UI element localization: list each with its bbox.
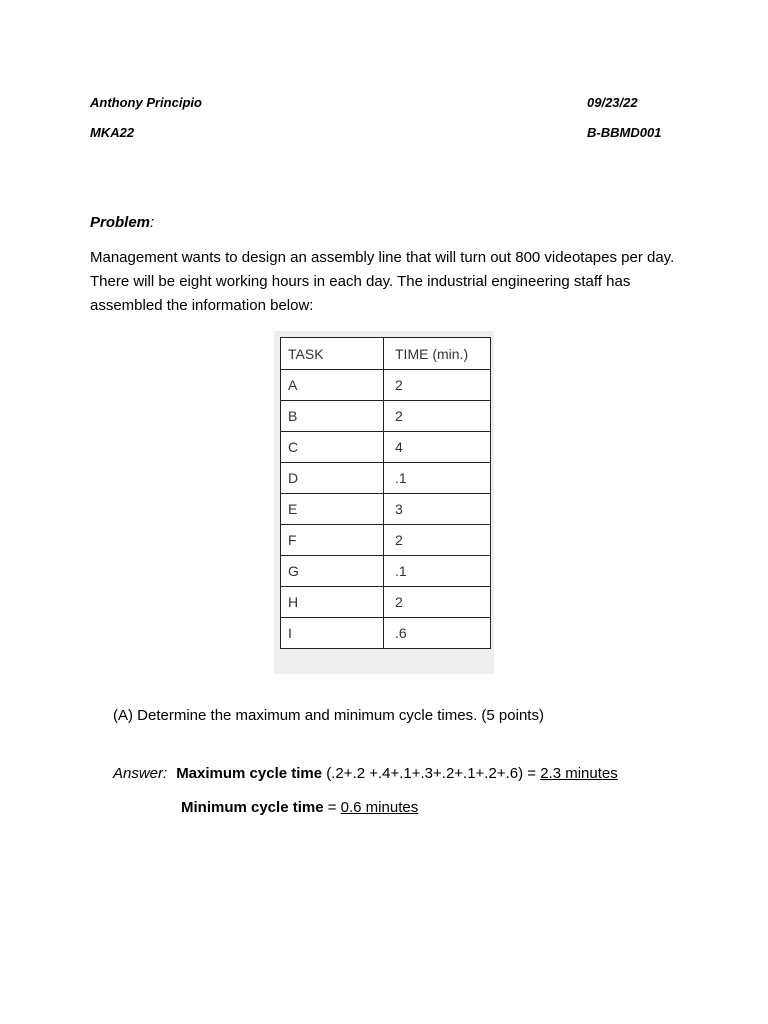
table-row [281, 463, 491, 494]
table-row [281, 618, 491, 649]
answer-label: Answer: [113, 765, 168, 782]
table-row [281, 494, 491, 525]
problem-heading-colon: : [150, 214, 155, 231]
problem-statement: Management wants to design an assembly line that will turn out 800 videotapes per day. There will be eight working hours in each day. The industrial engineering staff has assembled the information below: [90, 249, 675, 314]
task-cell: D [281, 463, 384, 494]
task-cell: G [281, 556, 384, 587]
section-code: B-BBMD001 [587, 125, 662, 140]
max-cycle-calculation: (.2+.2 +.4+.1+.3+.2+.1+.2+.6) = [322, 765, 541, 782]
author-name: Anthony Principio [90, 95, 202, 110]
document-date: 09/23/22 [587, 95, 638, 110]
table-row [281, 401, 491, 432]
answer-max-line [113, 765, 618, 782]
task-cell: C [281, 432, 384, 463]
problem-heading-text: Problem [90, 214, 151, 231]
min-cycle-label: Minimum cycle time [181, 799, 324, 816]
answer-min-line [181, 799, 418, 816]
column-header-task: TASK [281, 338, 384, 370]
time-cell: .1 [384, 463, 491, 494]
course-code: MKA22 [90, 125, 135, 140]
table-row [281, 432, 491, 463]
task-cell: I [281, 618, 384, 649]
time-cell: 3 [384, 494, 491, 525]
task-cell: A [281, 370, 384, 401]
column-header-time: TIME (min.) [384, 338, 491, 370]
min-cycle-equals: = [323, 799, 341, 816]
problem-heading [90, 214, 154, 231]
max-cycle-result: 2.3 minutes [540, 765, 618, 782]
time-cell: 2 [384, 525, 491, 556]
table-header-row [281, 338, 491, 370]
min-cycle-result: 0.6 minutes [340, 799, 419, 816]
task-time-table-image [274, 331, 494, 674]
max-cycle-label: Maximum cycle time [176, 765, 323, 782]
time-cell: 4 [384, 432, 491, 463]
task-cell: H [281, 587, 384, 618]
time-cell: 2 [384, 587, 491, 618]
time-cell: .1 [384, 556, 491, 587]
table-row [281, 556, 491, 587]
task-cell: F [281, 525, 384, 556]
task-time-table [280, 337, 491, 649]
question-a: (A) Determine the maximum and minimum cycle times. (5 points) [113, 707, 544, 724]
time-cell: .6 [384, 618, 491, 649]
table-row [281, 587, 491, 618]
table-row [281, 525, 491, 556]
time-cell: 2 [384, 401, 491, 432]
time-cell: 2 [384, 370, 491, 401]
table-row [281, 370, 491, 401]
task-cell: E [281, 494, 384, 525]
task-cell: B [281, 401, 384, 432]
